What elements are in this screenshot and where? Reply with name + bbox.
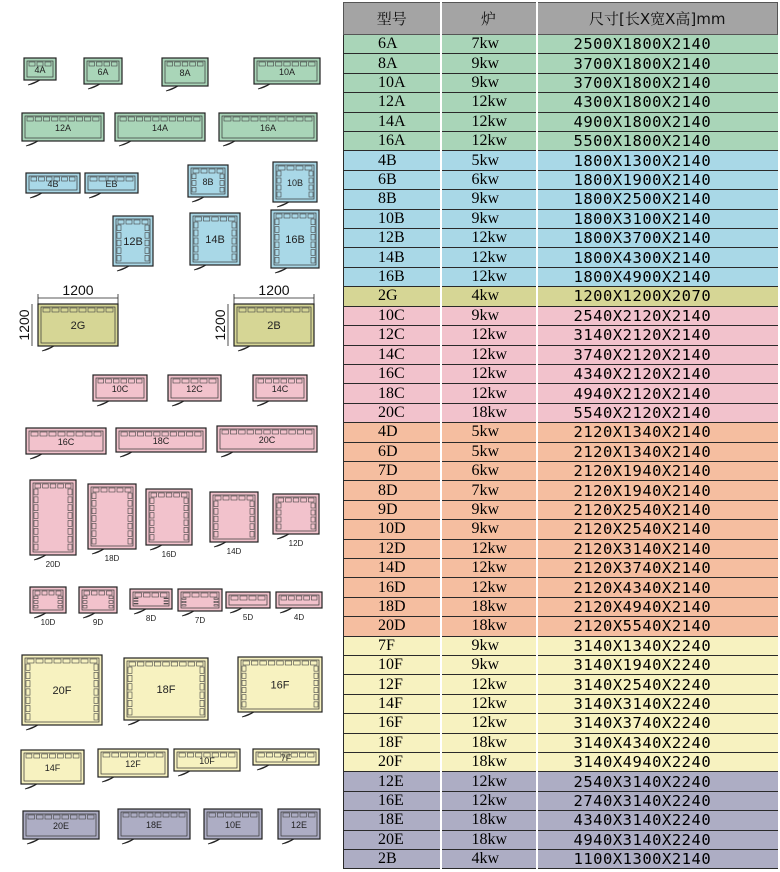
size-cell: 4940X3140X2240 (537, 830, 778, 849)
floor-plan-label: 8D (145, 614, 157, 623)
power-cell: 9kw (441, 306, 537, 325)
model-cell: 2G (344, 287, 441, 306)
table-row (344, 384, 778, 403)
model-cell: 14C (344, 345, 441, 364)
model-cell: 6D (344, 442, 441, 461)
model-cell: 10F (344, 656, 441, 675)
model-cell: 4D (344, 423, 441, 442)
floor-plan-label: 20F (52, 685, 72, 697)
floor-plan-label: 9D (92, 618, 104, 627)
floor-plan-14f (21, 750, 84, 789)
power-cell: 12kw (441, 364, 537, 383)
model-cell: 6B (344, 170, 441, 189)
model-cell: 7D (344, 461, 441, 480)
floor-plan-label: 16F (270, 679, 290, 692)
model-cell: 6A (344, 35, 441, 54)
power-cell: 6kw (441, 170, 537, 189)
floor-plan-label: 10B (286, 178, 304, 188)
floor-plan-label: 6A (97, 67, 109, 77)
floor-plan-label: 12E (290, 820, 308, 830)
size-cell: 2120X2540X2140 (537, 500, 778, 519)
table-row (344, 248, 778, 267)
power-cell: 5kw (441, 423, 537, 442)
floor-plan-20c (217, 426, 317, 457)
size-cell: 3140X4340X2240 (537, 733, 778, 752)
floor-plan-14a (115, 113, 205, 146)
model-cell: 14B (344, 248, 441, 267)
size-cell: 4940X2120X2140 (537, 384, 778, 403)
power-cell: 12kw (441, 714, 537, 733)
floor-plan-label: 2B (267, 320, 281, 332)
table-row (344, 190, 778, 209)
size-cell: 2120X1940X2140 (537, 481, 778, 500)
model-cell: 4B (344, 151, 441, 170)
floor-plan-20d (30, 480, 76, 569)
table-row (344, 791, 778, 810)
floor-plan-20f (22, 655, 102, 730)
table-row (344, 636, 778, 655)
power-cell: 9kw (441, 209, 537, 228)
floor-plan-12e (278, 809, 320, 844)
floor-plan-label: 18C (152, 436, 170, 446)
size-cell: 1800X1900X2140 (537, 170, 778, 189)
dimension-width-label: 1200 (258, 282, 290, 298)
power-cell: 12kw (441, 112, 537, 131)
size-cell: 1800X1300X2140 (537, 151, 778, 170)
floor-plan-label: 4B (47, 179, 59, 189)
floor-plan-label: 10F (199, 756, 215, 766)
size-cell: 1100X1300X2140 (537, 850, 778, 869)
power-cell: 18kw (441, 830, 537, 849)
model-cell: 16C (344, 364, 441, 383)
size-cell: 3740X2120X2140 (537, 345, 778, 364)
floor-plan-4b (26, 173, 80, 198)
size-cell: 2540X3140X2240 (537, 772, 778, 791)
power-cell: 18kw (441, 617, 537, 636)
power-cell: 9kw (441, 500, 537, 519)
power-cell: 7kw (441, 35, 537, 54)
size-cell: 2120X1340X2140 (537, 423, 778, 442)
floor-plan-label: 10D (40, 618, 56, 627)
power-cell: 9kw (441, 656, 537, 675)
model-cell: 14D (344, 558, 441, 577)
model-cell: 14F (344, 694, 441, 713)
floor-plan-label: 4A (34, 65, 46, 75)
size-cell: 1200X1200X2070 (537, 287, 778, 306)
size-cell: 3140X1340X2240 (537, 636, 778, 655)
floor-plan-18c (116, 428, 206, 457)
size-cell: 4340X2120X2140 (537, 364, 778, 383)
floor-plan-10b (273, 162, 317, 207)
floor-plan-eb (85, 173, 138, 198)
power-cell: 12kw (441, 93, 537, 112)
model-cell: 12C (344, 326, 441, 345)
floor-plan-label: 18E (145, 820, 163, 830)
spec-table (343, 2, 778, 869)
floor-plan-label: 14F (44, 763, 61, 773)
floor-plan-label: 12C (186, 384, 203, 394)
floor-plan-label: 16D (161, 550, 177, 559)
table-row (344, 209, 778, 228)
floor-plan-label: 5D (242, 613, 254, 622)
dimension-height-label: 1200 (212, 309, 228, 341)
table-row (344, 830, 778, 849)
floor-plan-10f (174, 749, 240, 776)
size-cell: 2120X3740X2140 (537, 558, 778, 577)
model-cell: 8B (344, 190, 441, 209)
power-cell: 12kw (441, 384, 537, 403)
floor-plan-12d (273, 494, 319, 548)
floor-plan-label: 14D (226, 547, 242, 556)
floor-plan-7f (253, 749, 319, 770)
table-row (344, 306, 778, 325)
power-cell: 7kw (441, 481, 537, 500)
floor-plan-10a (254, 58, 320, 89)
table-row (344, 73, 778, 92)
size-cell: 2120X4940X2140 (537, 597, 778, 616)
power-cell: 5kw (441, 151, 537, 170)
model-cell: 12E (344, 772, 441, 791)
model-cell: 20C (344, 403, 441, 422)
table-row (344, 54, 778, 73)
floor-plan-20e (23, 811, 99, 844)
floor-plan-10c (93, 375, 147, 406)
floor-plan-16c (26, 428, 106, 459)
floor-plan-label: 18F (156, 684, 176, 696)
floor-plan-4a (24, 58, 56, 85)
floor-plan-14d (210, 492, 258, 556)
table-row (344, 772, 778, 791)
floor-plan-9d (79, 587, 117, 627)
table-row (344, 675, 778, 694)
power-cell: 9kw (441, 73, 537, 92)
floor-plan-18e (118, 809, 190, 844)
table-header-row (344, 3, 778, 35)
size-cell: 3140X3140X2240 (537, 694, 778, 713)
model-cell: 20D (344, 617, 441, 636)
model-cell: 16B (344, 267, 441, 286)
floor-plan-8a (162, 58, 208, 91)
size-cell: 5540X2120X2140 (537, 403, 778, 422)
model-cell: 8A (344, 54, 441, 73)
model-cell: 12D (344, 539, 441, 558)
power-cell: 12kw (441, 694, 537, 713)
power-cell: 9kw (441, 636, 537, 655)
size-cell: 5500X1800X2140 (537, 132, 778, 151)
model-cell: 16A (344, 132, 441, 151)
model-cell: 20F (344, 753, 441, 772)
size-cell: 4900X1800X2140 (537, 112, 778, 131)
size-cell: 2120X1940X2140 (537, 461, 778, 480)
floor-plan-label: 12A (54, 123, 72, 133)
model-cell: 18C (344, 384, 441, 403)
floor-plan-label: 20E (52, 821, 70, 831)
power-cell: 6kw (441, 461, 537, 480)
floor-plan-label: 2G (70, 320, 86, 332)
table-row (344, 656, 778, 675)
floor-plan-16a (219, 113, 317, 146)
size-cell: 2120X3140X2140 (537, 539, 778, 558)
size-cell: 1800X4900X2140 (537, 267, 778, 286)
table-row (344, 617, 778, 636)
power-cell: 12kw (441, 345, 537, 364)
table-row (344, 267, 778, 286)
power-cell: 5kw (441, 442, 537, 461)
size-cell: 2120X1340X2140 (537, 442, 778, 461)
power-cell: 9kw (441, 54, 537, 73)
model-cell: 8D (344, 481, 441, 500)
floor-plan-label: 10A (278, 67, 296, 77)
floor-plan-16f (238, 657, 322, 717)
table-row (344, 558, 778, 577)
floor-plan-14b (190, 213, 240, 270)
table-row (344, 520, 778, 539)
floor-plan-18d (88, 484, 136, 563)
table-row (344, 423, 778, 442)
size-cell: 3140X2540X2240 (537, 675, 778, 694)
power-cell: 4kw (441, 850, 537, 869)
dimension-height-label: 1200 (16, 309, 32, 341)
model-cell: 16D (344, 578, 441, 597)
header-model: 型号 (344, 3, 441, 35)
floor-plan-12c (168, 375, 221, 406)
model-cell: 18D (344, 597, 441, 616)
table-row (344, 345, 778, 364)
power-cell: 12kw (441, 229, 537, 248)
size-cell: 3700X1800X2140 (537, 54, 778, 73)
floor-plan-label: 12F (125, 759, 141, 769)
model-cell: 18F (344, 733, 441, 752)
table-row (344, 229, 778, 248)
size-cell: 1800X4300X2140 (537, 248, 778, 267)
table-row (344, 733, 778, 752)
table-row (344, 132, 778, 151)
table-row (344, 714, 778, 733)
table-row (344, 442, 778, 461)
model-cell: 14A (344, 112, 441, 131)
power-cell: 9kw (441, 190, 537, 209)
size-cell: 1800X3700X2140 (537, 229, 778, 248)
model-cell: 2B (344, 850, 441, 869)
floor-plan-label: EB (105, 179, 118, 189)
model-cell: 7F (344, 636, 441, 655)
model-cell: 16E (344, 791, 441, 810)
size-cell: 4340X3140X2240 (537, 811, 778, 830)
header-stove: 炉 (441, 3, 537, 35)
model-cell: 12B (344, 229, 441, 248)
size-cell: 2540X2120X2140 (537, 306, 778, 325)
power-cell: 12kw (441, 578, 537, 597)
size-cell: 3140X3740X2240 (537, 714, 778, 733)
size-cell: 2500X1800X2140 (537, 35, 778, 54)
floor-plan-label: 14C (271, 384, 289, 394)
table-row (344, 753, 778, 772)
model-cell: 10B (344, 209, 441, 228)
floor-plan-label: 20C (258, 435, 276, 445)
table-row (344, 461, 778, 480)
power-cell: 18kw (441, 811, 537, 830)
power-cell: 12kw (441, 267, 537, 286)
model-cell: 10D (344, 520, 441, 539)
floor-plan-10d (30, 587, 66, 627)
floor-plan-label: 7F (280, 753, 292, 763)
floor-plan-label: 14B (205, 234, 225, 246)
power-cell: 12kw (441, 539, 537, 558)
floor-plan-16b (271, 210, 319, 273)
size-cell: 3140X4940X2240 (537, 753, 778, 772)
model-cell: 9D (344, 500, 441, 519)
floor-plan-16d (146, 489, 192, 559)
floor-plan-label: 4D (293, 613, 305, 622)
power-cell: 12kw (441, 675, 537, 694)
floor-plan-14c (253, 375, 307, 406)
floor-plan-8d (130, 589, 172, 623)
table-row (344, 287, 778, 306)
table-row (344, 93, 778, 112)
power-cell: 12kw (441, 248, 537, 267)
power-cell: 12kw (441, 132, 537, 151)
floor-plan-7d (178, 589, 222, 625)
size-cell: 2740X3140X2240 (537, 791, 778, 810)
floor-plan-label: 14A (151, 123, 169, 133)
model-cell: 10C (344, 306, 441, 325)
power-cell: 4kw (441, 287, 537, 306)
table-row (344, 112, 778, 131)
table-row (344, 539, 778, 558)
floor-plan-2b (234, 304, 314, 351)
table-row (344, 694, 778, 713)
floor-plan-label: 8B (202, 177, 214, 187)
table-row (344, 597, 778, 616)
size-cell: 2120X5540X2140 (537, 617, 778, 636)
header-size: 尺寸[长X宽X高]mm (537, 3, 778, 35)
table-row (344, 481, 778, 500)
size-cell: 3700X1800X2140 (537, 73, 778, 92)
power-cell: 18kw (441, 597, 537, 616)
size-cell: 3140X1940X2240 (537, 656, 778, 675)
floor-plan-label: 16B (285, 234, 305, 246)
model-cell: 16F (344, 714, 441, 733)
power-cell: 18kw (441, 403, 537, 422)
floor-plan-label: 16A (259, 123, 277, 133)
table-row (344, 578, 778, 597)
table-row (344, 364, 778, 383)
table-row (344, 500, 778, 519)
floor-plan-group (21, 58, 322, 844)
power-cell: 12kw (441, 772, 537, 791)
table-row (344, 811, 778, 830)
floor-plan-6a (84, 58, 122, 89)
floor-plan-label: 18D (104, 554, 120, 563)
model-cell: 12F (344, 675, 441, 694)
floor-plan-5d (226, 592, 270, 622)
sauna-floor-plans (0, 0, 340, 872)
model-cell: 18E (344, 811, 441, 830)
floor-plan-8b (188, 165, 228, 202)
power-cell: 12kw (441, 791, 537, 810)
floor-plan-label: 12D (288, 539, 304, 548)
floor-plan-18f (124, 658, 208, 725)
power-cell: 18kw (441, 753, 537, 772)
size-cell: 2120X4340X2140 (537, 578, 778, 597)
model-cell: 20E (344, 830, 441, 849)
table-row (344, 403, 778, 422)
floor-plan-4d (276, 592, 322, 622)
table-row (344, 170, 778, 189)
floor-plan-label: 10E (224, 820, 242, 830)
power-cell: 12kw (441, 558, 537, 577)
power-cell: 18kw (441, 733, 537, 752)
table-row (344, 326, 778, 345)
table-row (344, 151, 778, 170)
floor-plan-label: 20D (45, 560, 61, 569)
power-cell: 12kw (441, 326, 537, 345)
power-cell: 9kw (441, 520, 537, 539)
size-cell: 4300X1800X2140 (537, 93, 778, 112)
model-cell: 10A (344, 73, 441, 92)
table-body (344, 35, 778, 869)
floor-plan-label: 16C (57, 437, 75, 447)
dimension-width-label: 1200 (62, 282, 94, 298)
floor-plan-12f (98, 749, 168, 782)
floor-plan-label: 12B (123, 236, 143, 248)
table-row (344, 850, 778, 869)
floor-plan-10e (204, 809, 262, 844)
size-cell: 3140X2120X2140 (537, 326, 778, 345)
floor-plan-label: 7D (194, 616, 206, 625)
size-cell: 2120X2540X2140 (537, 520, 778, 539)
floor-plan-label: 8A (179, 68, 191, 78)
size-cell: 1800X2500X2140 (537, 190, 778, 209)
floor-plan-12a (22, 113, 104, 146)
floor-plan-label: 10C (111, 384, 129, 394)
floor-plan-2g (38, 304, 118, 351)
floor-plan-12b (113, 216, 153, 271)
size-cell: 1800X3100X2140 (537, 209, 778, 228)
table-row (344, 35, 778, 54)
model-cell: 12A (344, 93, 441, 112)
